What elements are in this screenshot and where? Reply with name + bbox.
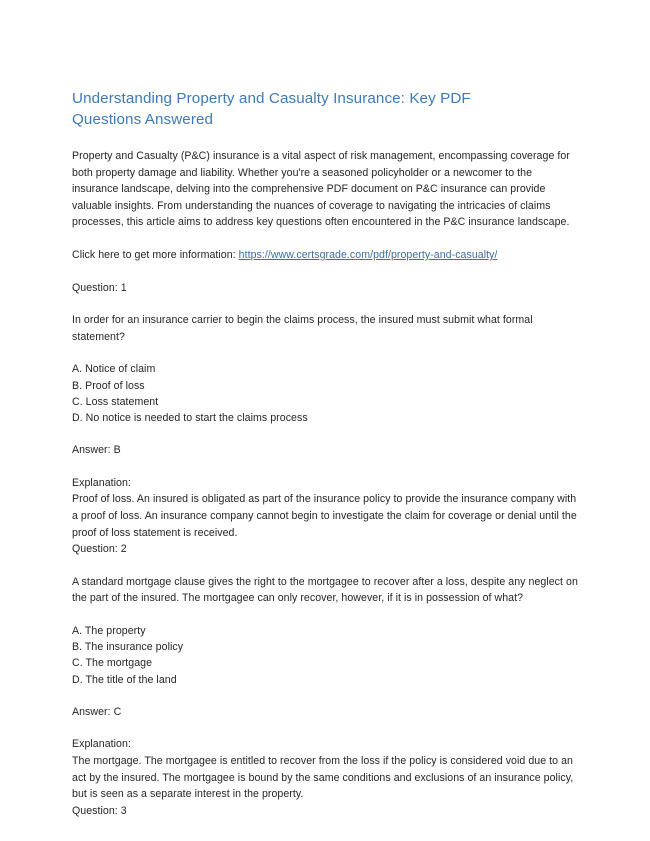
option-item[interactable]: A. The property [72, 624, 146, 637]
question-number-1: Question: 1 [72, 281, 127, 294]
explanation-label-1: Explanation: [72, 476, 131, 489]
answer-2: Answer: C [72, 705, 122, 718]
more-information-line [72, 247, 580, 264]
option-item[interactable]: B. The insurance policy [72, 641, 184, 654]
intro-paragraph: Property and Casualty (P&C) insurance is a vital aspect of risk management, encompassing coverage for both property damage and liability. Whether you're a seasoned policyholder or a newcomer to the insurance landscape, delving into the comprehensive PDF document on P&C insurance can provide valuable insights. From understanding the nuances of coverage to navigating the intricacies of claims processes, this article aims to address key questions often encountered in the P&C insurance landscape. [72, 150, 570, 229]
option-list-1 [72, 361, 580, 426]
link-prefix-text: Click here to get more information: [72, 248, 236, 261]
certsgrade-pdf-link[interactable]: https://www.certsgrade.com/pdf/property-and-casualty/ [238, 248, 498, 261]
page-title: Understanding Property and Casualty Insurance: Key PDF Questions Answered [72, 90, 471, 128]
option-item[interactable]: D. No notice is needed to start the claims process [72, 411, 308, 424]
question-prompt-2: A standard mortgage clause gives the right to the mortgagee to recover after a loss, despite any neglect on the part of the insured. The mortgagee can only recover, however, if it is in possession of what? [72, 575, 578, 605]
document-content [72, 88, 580, 819]
explanation-label-2: Explanation: [72, 738, 131, 751]
option-item[interactable]: A. Notice of claim [72, 363, 156, 376]
question-number-3: Question: 3 [72, 804, 127, 817]
answer-1: Answer: B [72, 444, 121, 457]
question-number-2: Question: 2 [72, 543, 127, 556]
option-item[interactable]: B. Proof of loss [72, 379, 145, 392]
question-prompt-1: In order for an insurance carrier to begin the claims process, the insured must submit what formal statement? [72, 314, 533, 343]
explanation-text-1: Proof of loss. An insured is obligated as part of the insurance policy to provide the insurance company with a proof of loss. An insurance company cannot begin to investigate the claim for coverage or denial until the proof of loss statement is received. [72, 493, 577, 539]
option-list-2 [72, 623, 580, 688]
option-item[interactable]: C. The mortgage [72, 657, 153, 670]
option-item[interactable]: D. The title of the land [72, 673, 177, 686]
option-item[interactable]: C. Loss statement [72, 395, 159, 408]
explanation-text-2: The mortgage. The mortgagee is entitled to recover from the loss if the policy is considered void due to an act by the insured. The mortgagee is bound by the same conditions and exclusions of an insurance policy, but is seen as a separate interest in the property. [72, 754, 574, 801]
